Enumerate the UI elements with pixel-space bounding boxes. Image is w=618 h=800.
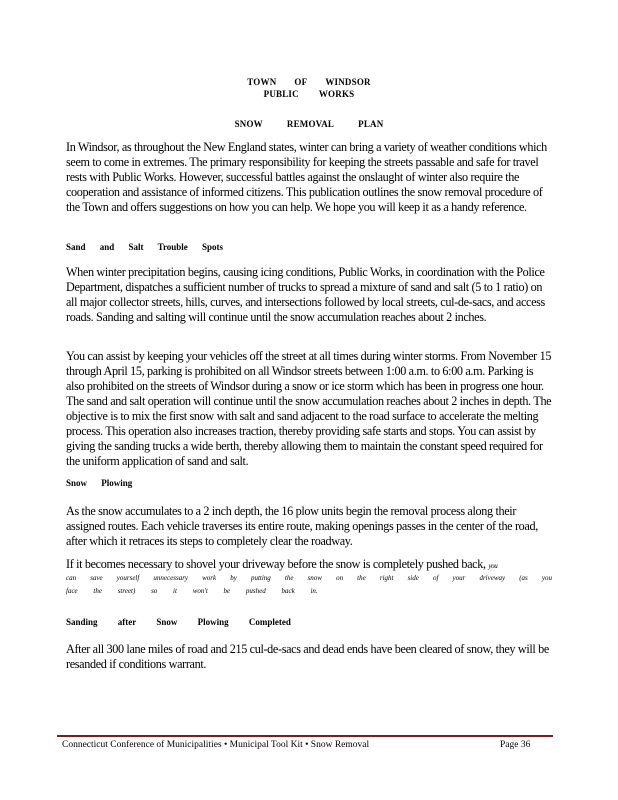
plowing-paragraph: As the snow accumulates to a 2 inch depth, the 16 plow units begin the removal process along their assigned routes. Each vehicle traverses its entire route, making openings passes in the center of the road, after which it retraces its steps to completely clear the roadway. [66, 504, 538, 548]
section-heading-sand-salt: Sand and Salt Trouble Spots [66, 242, 224, 252]
title-word: OF [294, 77, 308, 87]
title-line-1 [0, 76, 618, 88]
completed-paragraph: After all 300 lane miles of road and 215 cul-de-sacs and dead ends have been cleared of snow, they will be resanded if conditions warrant. [66, 642, 549, 671]
title-word: WORKS [318, 89, 355, 99]
section-heading-completed: Sanding after Snow Plowing Completed [66, 617, 291, 627]
section-heading-plowing: Snow Plowing [66, 478, 133, 488]
footer-source: Connecticut Conference of Municipalities • Municipal Tool Kit • Snow Removal [62, 740, 370, 750]
title-word: SNOW [234, 119, 263, 129]
title-line-3 [0, 118, 618, 130]
title-word: WINDSOR [325, 77, 371, 87]
shovel-tail-text: you [488, 562, 498, 570]
shovel-small-line-2: face the street) so it won't be pushed back in. [66, 587, 318, 595]
page-number: Page 36 [500, 740, 531, 750]
shovel-main-text: If it becomes necessary to shovel your driveway before the snow is completely pushed back, [66, 557, 486, 571]
intro-paragraph: In Windsor, as throughout the New England states, winter can bring a variety of weather conditions which seem to come in extremes. The primary responsibility for keeping the streets passable and safe for travel rests with Public Works. However, successful battles against the onslaught of winter also require the cooperation and assistance of informed citizens. This publication outlines the snow removal procedure of the Town and offers suggestions on how you can help. We hope you will keep it as a handy reference. [66, 140, 547, 214]
sand-salt-paragraph: When winter precipitation begins, causing icing conditions, Public Works, in coordination with the Police Department, dispatches a sufficient number of trucks to spread a mixture of sand and salt (5 to 1 ratio) on all major collector streets, hills, curves, and intersections followed by local streets, cul-de-sacs, and access roads. Sanding and salting will continue until the snow accumulation reaches about 2 inches. [66, 265, 545, 324]
shovel-small-line-1: can save yourself unnecessary work by putting the snow on the right side of your driveway (as you [66, 574, 552, 582]
title-word: REMOVAL [286, 119, 335, 129]
title-line-2 [0, 88, 618, 100]
title-word: PUBLIC [263, 89, 299, 99]
footer-rule [57, 735, 553, 737]
title-word: TOWN [247, 77, 277, 87]
title-word: PLAN [358, 119, 384, 129]
assist-paragraph: You can assist by keeping your vehicles off the street at all times during winter storms. From November 15 through April 15, parking is prohibited on all Windsor streets between 1:00 a.m. to 6:00 a.m. Parking is also prohibited on the streets of Windsor during a snow or ice storm which has been in progress one hour. The sand and salt operation will continue until the snow accumulation reaches about 2 inches in depth. The objective is to mix the first snow with salt and sand adjacent to the road surface to accelerate the melting process. This operation also increases traction, thereby providing safe starts and stops. You can assist by giving the sanding trucks a wide berth, thereby allowing them to maintain the constant speed required for the uniform application of sand and salt. [66, 349, 552, 468]
